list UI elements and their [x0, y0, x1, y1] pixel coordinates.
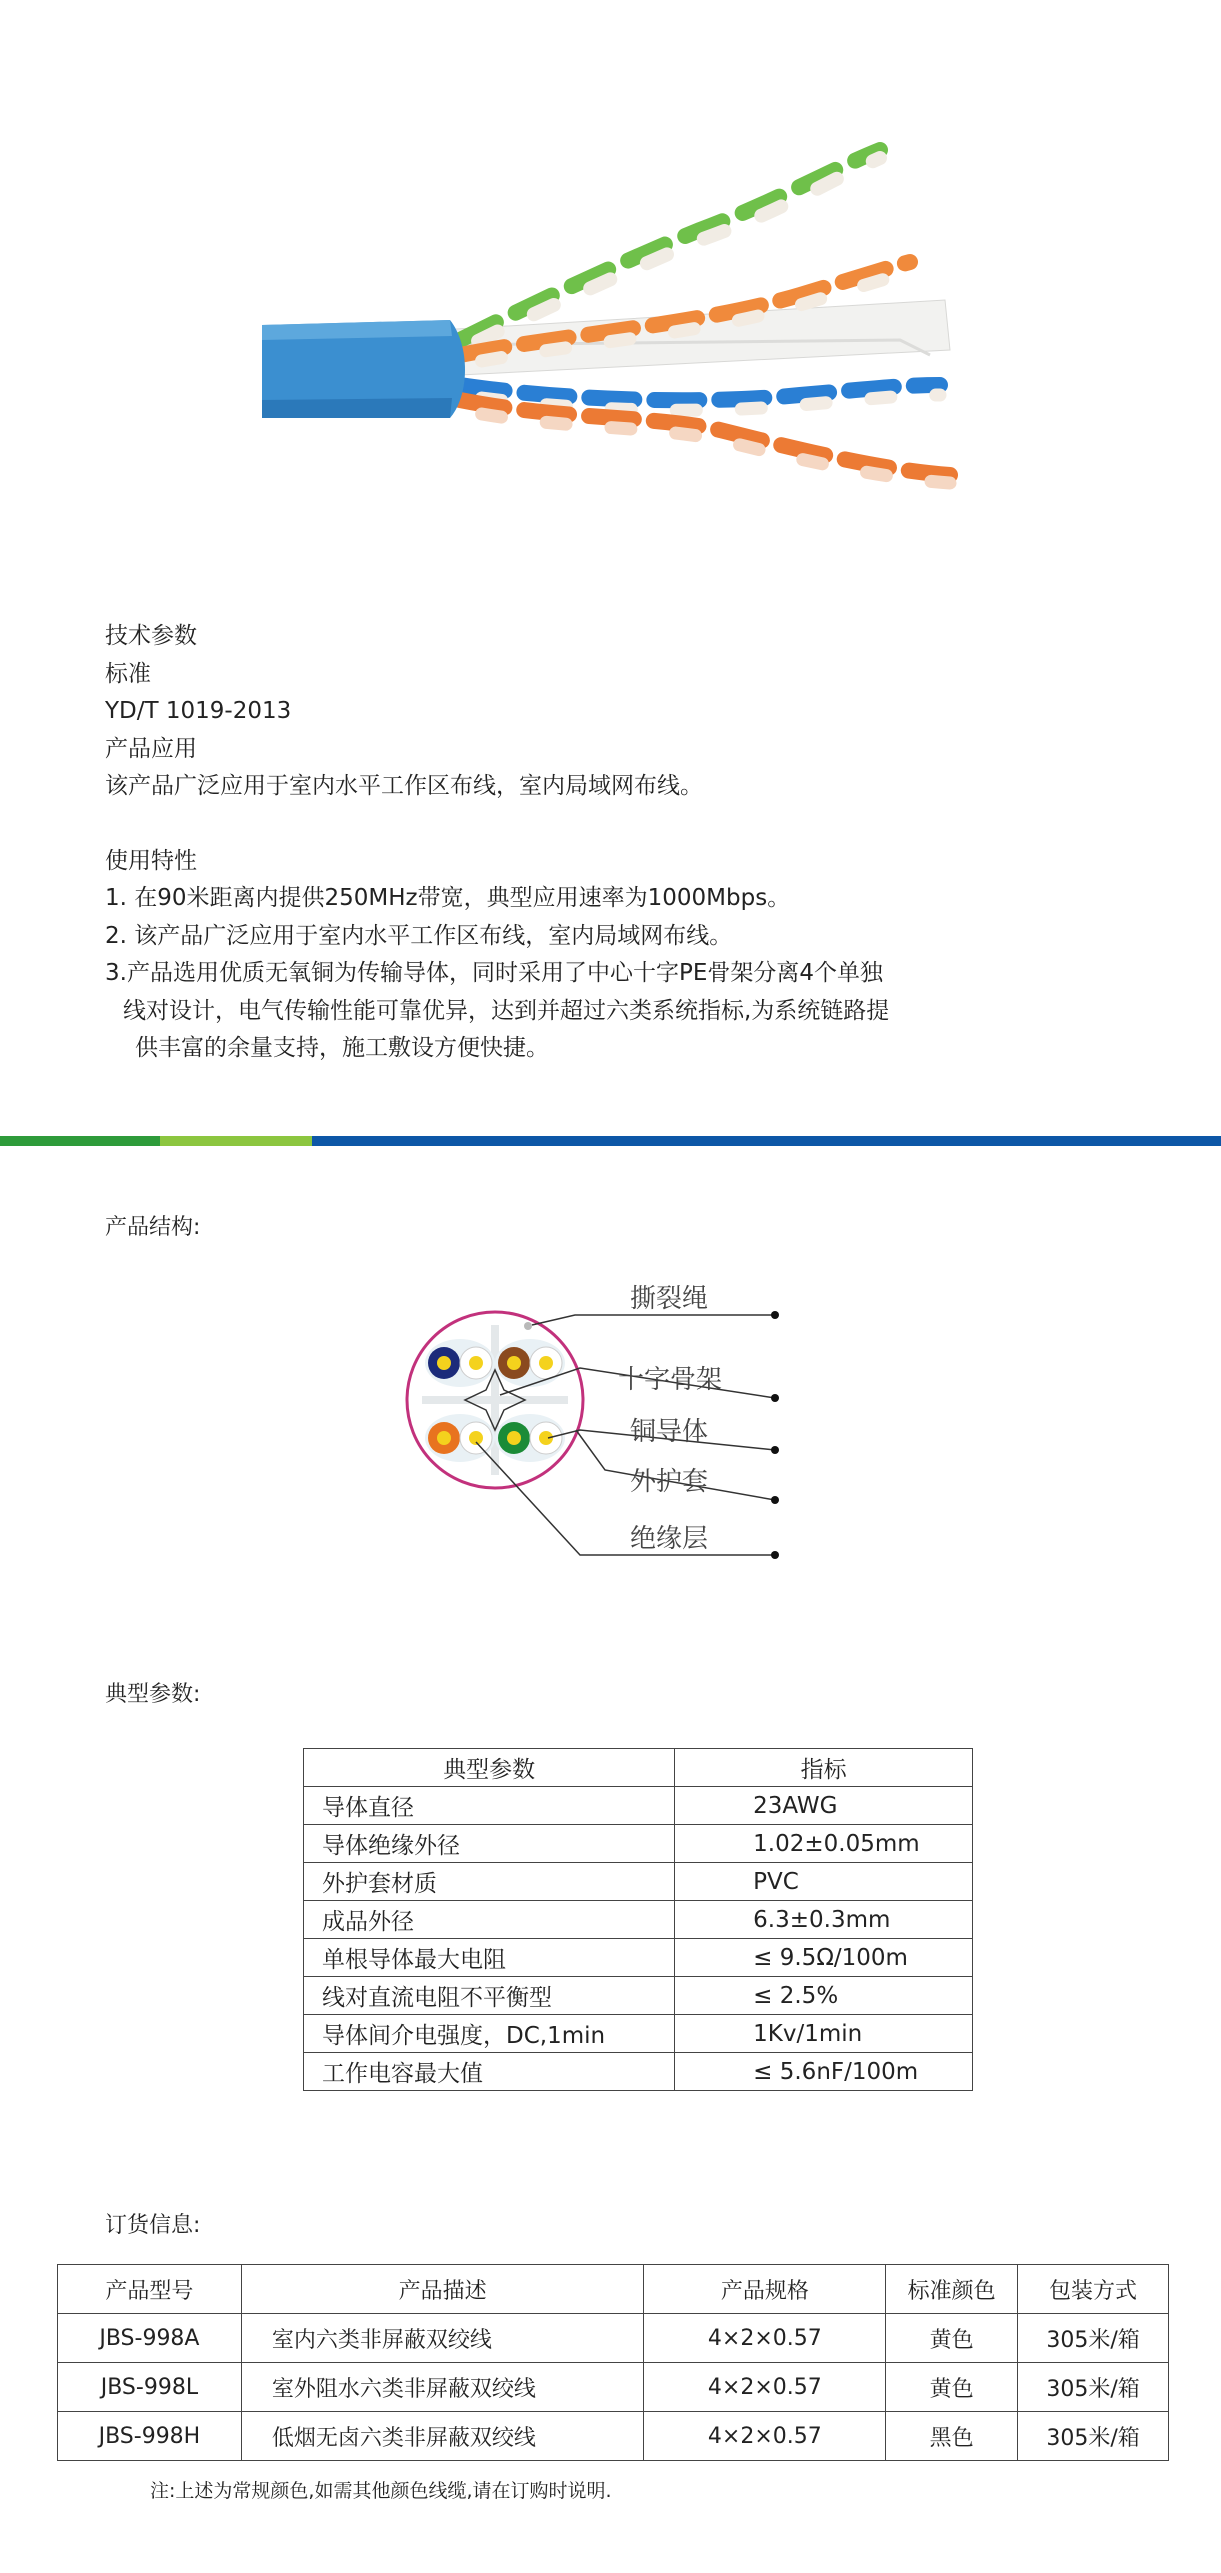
structure-title: 产品结构: — [105, 1215, 201, 1240]
color-cell: 黄色 — [886, 2363, 1018, 2412]
table-header-row — [58, 2265, 1169, 2314]
model-cell: JBS-998H — [58, 2412, 242, 2461]
param-value: ≤ 9.5Ω/100m — [675, 1939, 973, 1977]
param-name: 工作电容最大值 — [304, 2053, 675, 2091]
tech-title: 技术参数 — [105, 623, 197, 649]
table-row — [304, 1863, 973, 1901]
package-cell: 305米/箱 — [1018, 2412, 1169, 2461]
application-label: 产品应用 — [105, 735, 197, 762]
label-ripcord: 撕裂绳 — [630, 1284, 709, 1314]
spec-cell: 4×2×0.57 — [644, 2363, 886, 2412]
param-name: 导体间介电强度，DC,1min — [304, 2015, 675, 2053]
color-cell: 黑色 — [886, 2412, 1018, 2461]
cable-structure-diagram — [380, 1270, 800, 1590]
param-name: 成品外径 — [304, 1901, 675, 1939]
param-value: ≤ 2.5% — [675, 1977, 973, 2015]
model-header: 产品型号 — [58, 2265, 242, 2314]
table-row — [58, 2363, 1169, 2412]
params-title: 典型参数: — [105, 1682, 201, 1707]
label-outer-jacket: 外护套 — [630, 1467, 709, 1497]
standard-label: 标准 — [105, 660, 151, 687]
param-name: 线对直流电阻不平衡型 — [304, 1977, 675, 2015]
param-name: 导体直径 — [304, 1787, 675, 1825]
color-cell: 黄色 — [886, 2314, 1018, 2363]
table-row — [304, 2053, 973, 2091]
package-header: 包装方式 — [1018, 2265, 1169, 2314]
color-header: 标准颜色 — [886, 2265, 1018, 2314]
section-divider — [0, 1136, 1221, 1146]
package-cell: 305米/箱 — [1018, 2363, 1169, 2412]
value-header: 指标 — [675, 1749, 973, 1787]
model-cell: JBS-998L — [58, 2363, 242, 2412]
params-table — [303, 1748, 973, 2091]
features-label: 使用特性 — [105, 847, 197, 874]
param-value: 1.02±0.05mm — [675, 1825, 973, 1863]
spec-header: 产品规格 — [644, 2265, 886, 2314]
application-text: 该产品广泛应用于室内水平工作区布线，室内局域网布线。 — [105, 773, 703, 799]
table-row — [304, 1787, 973, 1825]
feature-1: 1. 在90米距离内提供250MHz带宽，典型应用速率为1000Mbps。 — [105, 885, 791, 911]
description-cell: 室外阻水六类非屏蔽双绞线 — [241, 2363, 644, 2412]
description-cell: 低烟无卤六类非屏蔽双绞线 — [241, 2412, 644, 2461]
table-row — [304, 1977, 973, 2015]
order-note: 注:上述为常规颜色,如需其他颜色线缆,请在订购时说明. — [150, 2480, 612, 2502]
table-row — [304, 1939, 973, 1977]
param-value: 6.3±0.3mm — [675, 1901, 973, 1939]
param-value: 1Kv/1min — [675, 2015, 973, 2053]
standard-value: YD/T 1019-2013 — [105, 698, 292, 724]
tech-section — [105, 618, 1155, 1068]
feature-3-line-2: 线对设计，电气传输性能可靠优异，达到并超过六类系统指标,为系统链路提 — [123, 997, 890, 1024]
table-row — [304, 1825, 973, 1863]
table-row — [58, 2412, 1169, 2461]
feature-3-line-1: 3.产品选用优质无氧铜为传输导体，同时采用了中心十字PE骨架分离4个单独 — [105, 960, 883, 986]
cable-product-image — [0, 0, 1221, 600]
param-name: 外护套材质 — [304, 1863, 675, 1901]
order-title: 订货信息: — [105, 2213, 201, 2238]
description-cell: 室内六类非屏蔽双绞线 — [241, 2314, 644, 2363]
param-name: 导体绝缘外径 — [304, 1825, 675, 1863]
feature-2: 2. 该产品广泛应用于室内水平工作区布线，室内局域网布线。 — [105, 922, 733, 949]
model-cell: JBS-998A — [58, 2314, 242, 2363]
param-value: PVC — [675, 1863, 973, 1901]
label-cross-spline: 十字骨架 — [618, 1365, 723, 1395]
feature-3-line-3: 供丰富的余量支持，施工敷设方便快捷。 — [135, 1035, 549, 1061]
table-row — [304, 2015, 973, 2053]
order-table — [57, 2264, 1169, 2461]
label-insulation: 绝缘层 — [630, 1524, 709, 1554]
description-header: 产品描述 — [241, 2265, 644, 2314]
param-value: 23AWG — [675, 1787, 973, 1825]
package-cell: 305米/箱 — [1018, 2314, 1169, 2363]
table-row — [58, 2314, 1169, 2363]
table-header-row — [304, 1749, 973, 1787]
spec-cell: 4×2×0.57 — [644, 2412, 886, 2461]
param-header: 典型参数 — [304, 1749, 675, 1787]
spec-cell: 4×2×0.57 — [644, 2314, 886, 2363]
table-row — [304, 1901, 973, 1939]
param-value: ≤ 5.6nF/100m — [675, 2053, 973, 2091]
label-copper-conductor: 铜导体 — [630, 1417, 709, 1447]
param-name: 单根导体最大电阻 — [304, 1939, 675, 1977]
